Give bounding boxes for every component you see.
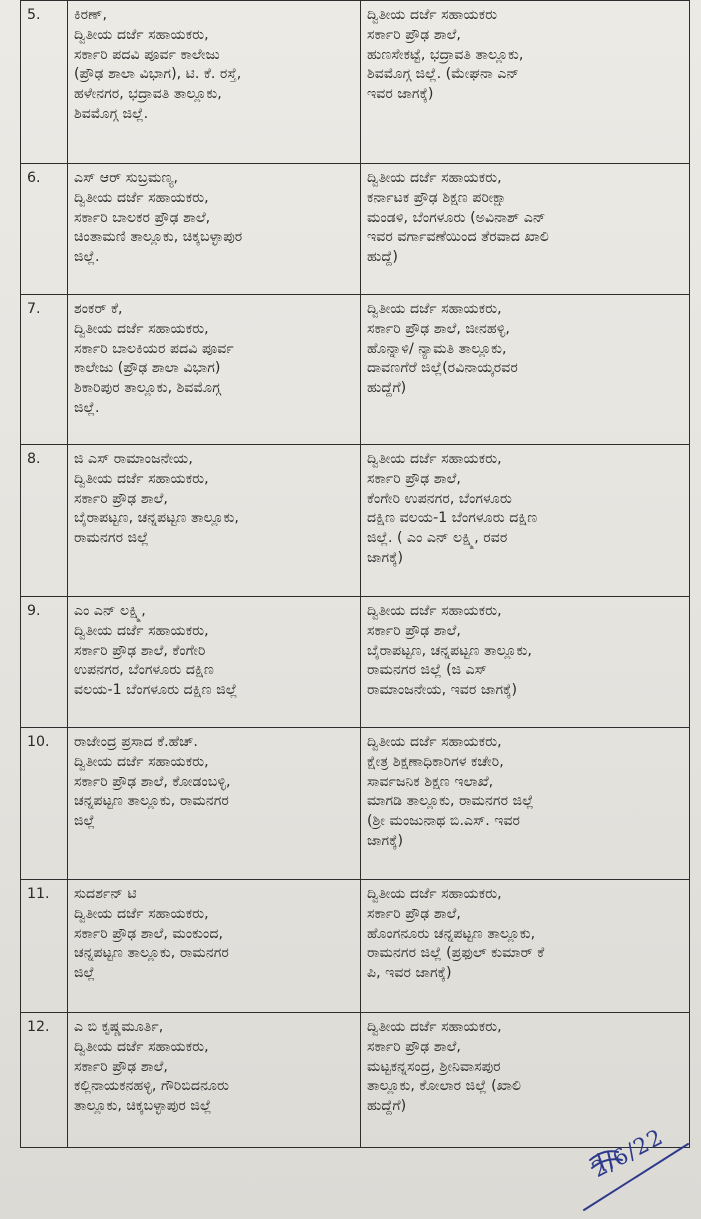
current-posting: ಜಿ ಎಸ್ ರಾಮಾಂಜನೇಯ, ದ್ವಿತೀಯ ದರ್ಜೆ ಸಹಾಯಕರು, ಸರ್ಕಾರಿ ಪ್ರೌಢ ಶಾಲೆ, ಬೈರಾಪಟ್ಟಣ, ಚನ್ನಪಟ್ಟಣ ತಾಲ್ಲೂಕು, ರಾಮನಗರ ಜಿಲ್ಲೆ (68, 445, 361, 597)
serial-number: 10. (21, 728, 68, 880)
current-posting: ರಾಜೇಂದ್ರ ಪ್ರಸಾದ ಕೆ.ಹೆಚ್. ದ್ವಿತೀಯ ದರ್ಜೆ ಸಹಾಯಕರು, ಸರ್ಕಾರಿ ಪ್ರೌಢ ಶಾಲೆ, ಕೋಡಂಬಳ್ಳಿ, ಚನ್ನಪಟ್ಟಣ ತಾಲ್ಲೂಕು, ರಾಮನಗರ ಜಿಲ್ಲೆ (68, 728, 361, 880)
new-posting: ದ್ವಿತೀಯ ದರ್ಜೆ ಸಹಾಯಕರು, ಸರ್ಕಾರಿ ಪ್ರೌಢ ಶಾಲೆ, ಕೆಂಗೇರಿ ಉಪನಗರ, ಬೆಂಗಳೂರು ದಕ್ಷಿಣ ವಲಯ-1 ಬೆಂಗಳೂರು ದಕ್ಷಿಣ ಜಿಲ್ಲೆ. ( ಎಂ ಎನ್ ಲಕ್ಷ್ಮಿ, ರವರ ಜಾಗಕ್ಕೆ) (361, 445, 690, 597)
table-row (21, 1, 690, 164)
table-row (21, 295, 690, 445)
serial-number: 5. (21, 1, 68, 164)
current-posting: ಸುದರ್ಶನ್ ಟಿ ದ್ವಿತೀಯ ದರ್ಜೆ ಸಹಾಯಕರು, ಸರ್ಕಾರಿ ಪ್ರೌಢ ಶಾಲೆ, ಮಂಕುಂದ, ಚನ್ನಪಟ್ಟಣ ತಾಲ್ಲೂಕು, ರಾಮನಗರ ಜಿಲ್ಲೆ (68, 880, 361, 1013)
table-row (21, 1013, 690, 1148)
new-posting: ದ್ವಿತೀಯ ದರ್ಜೆ ಸಹಾಯಕರು, ಸರ್ಕಾರಿ ಪ್ರೌಢ ಶಾಲೆ, ಜೀನಹಳ್ಳಿ, ಹೊನ್ನಾಳಿ/ ನ್ಯಾಮತಿ ತಾಲ್ಲೂಕು, ದಾವಣಗೆರೆ ಜಿಲ್ಲೆ(ರವಿನಾಯ್ಕರವರ ಹುದ್ದೆಗೆ) (361, 295, 690, 445)
table-row (21, 597, 690, 728)
current-posting: ಶಂಕರ್ ಕೆ, ದ್ವಿತೀಯ ದರ್ಜೆ ಸಹಾಯಕರು, ಸರ್ಕಾರಿ ಬಾಲಕಿಯರ ಪದವಿ ಪೂರ್ವ ಕಾಲೇಜು (ಪ್ರೌಢ ಶಾಲಾ ವಿಭಾಗ) ಶಿಕಾರಿಪುರ ತಾಲ್ಲೂಕು, ಶಿವಮೊಗ್ಗ ಜಿಲ್ಲೆ. (68, 295, 361, 445)
current-posting: ಕಿರಣ್, ದ್ವಿತೀಯ ದರ್ಜೆ ಸಹಾಯಕರು, ಸರ್ಕಾರಿ ಪದವಿ ಪೂರ್ವ ಕಾಲೇಜು (ಪ್ರೌಢ ಶಾಲಾ ವಿಭಾಗ), ಟಿ. ಕೆ. ರಸ್ತೆ, ಹಳೇನಗರ, ಭದ್ರಾವತಿ ತಾಲ್ಲೂಕು, ಶಿವಮೊಗ್ಗ ಜಿಲ್ಲೆ. (68, 1, 361, 164)
signature-date: 2/6/22 (588, 1124, 668, 1183)
new-posting: ದ್ವಿತೀಯ ದರ್ಜೆ ಸಹಾಯಕರು, ಕ್ಷೇತ್ರ ಶಿಕ್ಷಣಾಧಿಕಾರಿಗಳ ಕಚೇರಿ, ಸಾರ್ವಜನಿಕ ಶಿಕ್ಷಣ ಇಲಾಖೆ, ಮಾಗಡಿ ತಾಲ್ಲೂಕು, ರಾಮನಗರ ಜಿಲ್ಲೆ (ಶ್ರೀ ಮಂಜುನಾಥ ಬಿ.ಎಸ್. ಇವರ ಜಾಗಕ್ಕೆ) (361, 728, 690, 880)
serial-number: 8. (21, 445, 68, 597)
table-row (21, 880, 690, 1013)
current-posting: ಎಂ ಎನ್ ಲಕ್ಷ್ಮಿ, ದ್ವಿತೀಯ ದರ್ಜೆ ಸಹಾಯಕರು, ಸರ್ಕಾರಿ ಪ್ರೌಢ ಶಾಲೆ, ಕೆಂಗೇರಿ ಉಪನಗರ, ಬೆಂಗಳೂರು ದಕ್ಷಿಣ ವಲಯ-1 ಬೆಂಗಳೂರು ದಕ್ಷಿಣ ಜಿಲ್ಲೆ (68, 597, 361, 728)
new-posting: ದ್ವಿತೀಯ ದರ್ಜೆ ಸಹಾಯಕರು, ಸರ್ಕಾರಿ ಪ್ರೌಢ ಶಾಲೆ, ಹೊಂಗನೂರು ಚನ್ನಪಟ್ಟಣ ತಾಲ್ಲೂಕು, ರಾಮನಗರ ಜಿಲ್ಲೆ (ಪ್ರಫುಲ್ ಕುಮಾರ್ ಕೆ ಪಿ, ಇವರ ಜಾಗಕ್ಕೆ) (361, 880, 690, 1013)
current-posting: ಎ ಬಿ ಕೃಷ್ಣಮೂರ್ತಿ, ದ್ವಿತೀಯ ದರ್ಜೆ ಸಹಾಯಕರು, ಸರ್ಕಾರಿ ಪ್ರೌಢ ಶಾಲೆ, ಕಲ್ಲಿನಾಯಕನಹಳ್ಳಿ, ಗೌರಿಬಿದನೂರು ತಾಲ್ಲೂಕು, ಚಿಕ್ಕಬಳ್ಳಾಪುರ ಜಿಲ್ಲೆ (68, 1013, 361, 1148)
serial-number: 6. (21, 164, 68, 295)
new-posting: ದ್ವಿತೀಯ ದರ್ಜೆ ಸಹಾಯಕರು, ಸರ್ಕಾರಿ ಪ್ರೌಢ ಶಾಲೆ, ಬೈರಾಪಟ್ಟಣ, ಚನ್ನಪಟ್ಟಣ ತಾಲ್ಲೂಕು, ರಾಮನಗರ ಜಿಲ್ಲೆ (ಜಿ ಎಸ್ ರಾಮಾಂಜನೇಯ, ಇವರ ಜಾಗಕ್ಕೆ) (361, 597, 690, 728)
transfer-table (20, 0, 690, 1148)
new-posting: ದ್ವಿತೀಯ ದರ್ಜೆ ಸಹಾಯಕರು, ಸರ್ಕಾರಿ ಪ್ರೌಢ ಶಾಲೆ, ಮಟ್ಟಕನ್ನಸಂದ್ರ, ಶ್ರೀನಿವಾಸಪುರ ತಾಲ್ಲೂಕು, ಕೋಲಾರ ಜಿಲ್ಲೆ (ಖಾಲಿ ಹುದ್ದೆಗೆ) (361, 1013, 690, 1148)
new-posting: ದ್ವಿತೀಯ ದರ್ಜೆ ಸಹಾಯಕರು, ಕರ್ನಾಟಕ ಪ್ರೌಢ ಶಿಕ್ಷಣ ಪರೀಕ್ಷಾ ಮಂಡಳಿ, ಬೆಂಗಳೂರು (ಅವಿನಾಶ್ ಎನ್ ಇವರ ವರ್ಗಾವಣೆಯಿಂದ ತೆರವಾದ ಖಾಲಿ ಹುದ್ದೆ) (361, 164, 690, 295)
serial-number: 12. (21, 1013, 68, 1148)
serial-number: 11. (21, 880, 68, 1013)
new-posting: ದ್ವಿತೀಯ ದರ್ಜೆ ಸಹಾಯಕರು ಸರ್ಕಾರಿ ಪ್ರೌಢ ಶಾಲೆ, ಹುಣಸೇಕಟ್ಟೆ, ಭದ್ರಾವತಿ ತಾಲ್ಲೂಕು, ಶಿವಮೊಗ್ಗ ಜಿಲ್ಲೆ. (ಮೇಘನಾ ಎನ್ ಇವರ ಜಾಗಕ್ಕೆ) (361, 1, 690, 164)
table-row (21, 728, 690, 880)
table-row (21, 445, 690, 597)
serial-number: 7. (21, 295, 68, 445)
current-posting: ಎಸ್ ಆರ್ ಸುಬ್ರಮಣ್ಯ, ದ್ವಿತೀಯ ದರ್ಜೆ ಸಹಾಯಕರು, ಸರ್ಕಾರಿ ಬಾಲಕರ ಪ್ರೌಢ ಶಾಲೆ, ಚಿಂತಾಮಣಿ ತಾಲ್ಲೂಕು, ಚಿಕ್ಕಬಳ್ಳಾಪುರ ಜಿಲ್ಲೆ. (68, 164, 361, 295)
serial-number: 9. (21, 597, 68, 728)
table-row (21, 164, 690, 295)
